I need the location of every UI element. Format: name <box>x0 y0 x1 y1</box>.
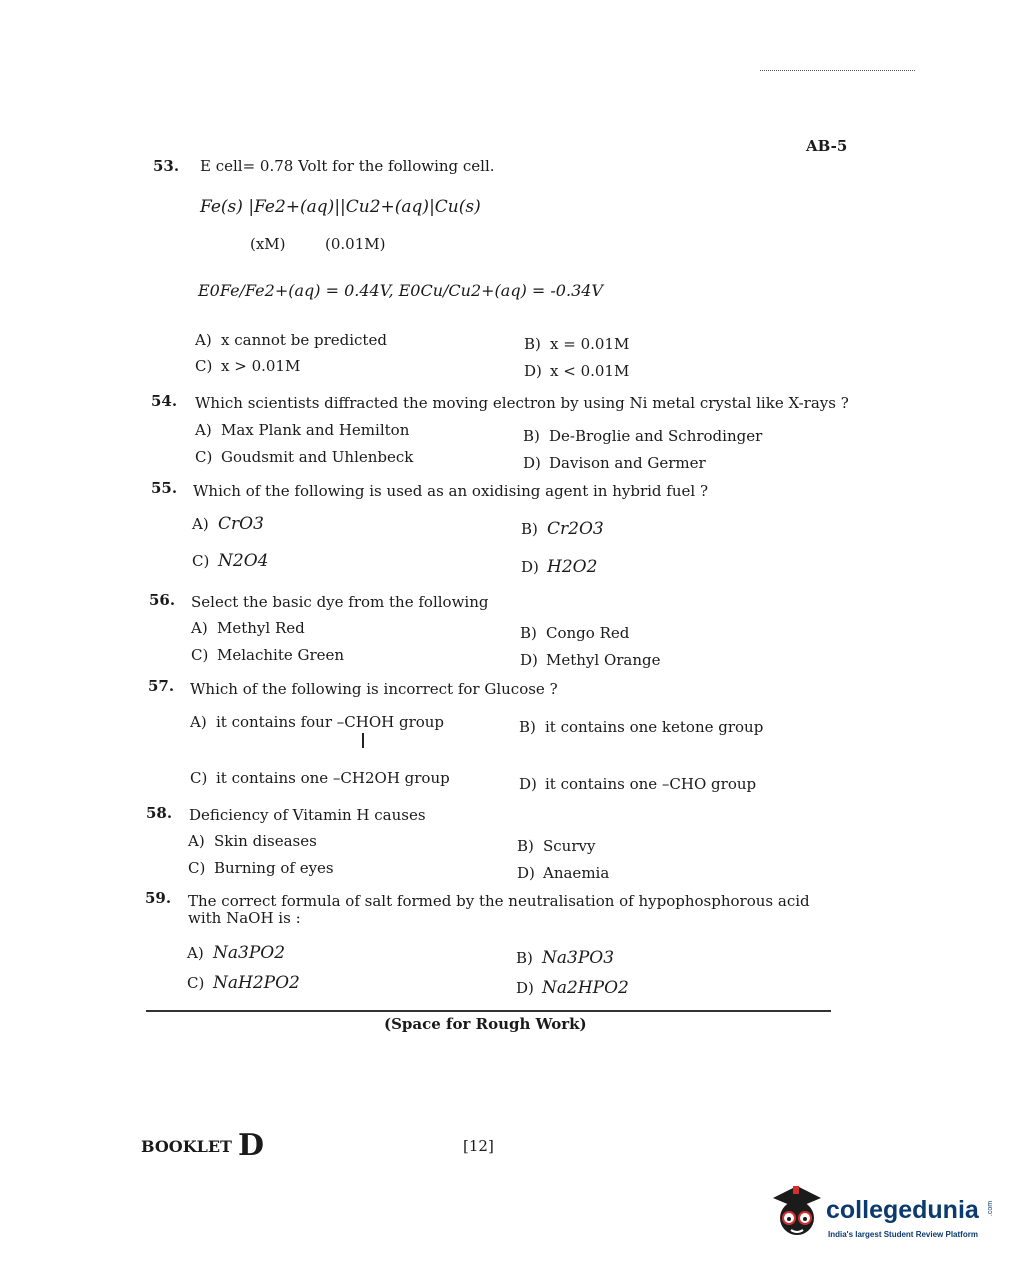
option-text: De-Broglie and Schrodinger <box>549 427 763 445</box>
option-d[interactable] <box>521 557 597 577</box>
option-label: C) <box>187 974 205 992</box>
option-a[interactable] <box>195 331 387 349</box>
option-text: x > 0.01M <box>221 357 301 375</box>
logo-com: .com <box>987 1200 995 1217</box>
question-text-line2: with NaOH is : <box>188 909 301 927</box>
collegedunia-logo-icon <box>767 1180 825 1242</box>
booklet-label <box>141 1128 264 1163</box>
option-b[interactable] <box>517 837 595 855</box>
option-text: x < 0.01M <box>550 362 630 380</box>
question-number: 56. <box>149 591 176 609</box>
question-text: Which scientists diffracted the moving electron by using Ni metal crystal like X-rays ? <box>195 394 849 412</box>
option-text: Burning of eyes <box>214 859 334 877</box>
option-label: A) <box>191 619 208 637</box>
option-label: A) <box>192 515 209 533</box>
option-label: D) <box>517 864 535 882</box>
option-label: D) <box>516 979 534 997</box>
option-text: H2O2 <box>547 557 598 577</box>
option-label: B) <box>519 718 536 736</box>
option-a[interactable] <box>188 832 317 850</box>
option-c[interactable] <box>187 973 300 993</box>
paper-code: AB-5 <box>806 137 848 155</box>
page-number: [12] <box>463 1137 494 1155</box>
option-d[interactable] <box>516 978 629 998</box>
cell-notation: Fe(s) |Fe2+(aq)||Cu2+(aq)|Cu(s) <box>200 197 481 217</box>
option-text: Anaemia <box>543 864 610 882</box>
option-label: D) <box>521 558 539 576</box>
scan-artifact <box>760 70 915 73</box>
option-c[interactable] <box>188 859 334 877</box>
rough-work-label: (Space for Rough Work) <box>384 1015 587 1033</box>
concentration-cu: (0.01M) <box>325 235 386 253</box>
option-b[interactable] <box>524 335 629 353</box>
option-c[interactable] <box>190 769 450 787</box>
option-text: Methyl Orange <box>546 651 661 669</box>
question-text: Which of the following is incorrect for Glucose ? <box>190 680 558 698</box>
option-label: C) <box>188 859 206 877</box>
option-text: Na3PO2 <box>213 943 286 963</box>
option-label: A) <box>195 421 212 439</box>
logo-tagline: India's largest Student Review Platform <box>828 1230 978 1239</box>
option-text: Congo Red <box>546 624 630 642</box>
option-label: C) <box>195 357 213 375</box>
option-text: Goudsmit and Uhlenbeck <box>221 448 414 466</box>
option-b[interactable] <box>521 519 604 539</box>
option-label: A) <box>195 331 212 349</box>
option-label: B) <box>524 335 541 353</box>
option-label: C) <box>192 552 210 570</box>
option-text: Scurvy <box>543 837 596 855</box>
option-label: D) <box>520 651 538 669</box>
option-text: NaH2PO2 <box>213 973 300 993</box>
option-label: A) <box>188 832 205 850</box>
option-text: x cannot be predicted <box>221 331 387 349</box>
question-number: 53. <box>153 157 180 175</box>
standard-potentials: E0Fe/Fe2+(aq) = 0.44V, E0Cu/Cu2+(aq) = -0.34V <box>198 281 603 300</box>
question-number: 57. <box>148 677 175 695</box>
option-text: Skin diseases <box>214 832 317 850</box>
option-text: Na3PO3 <box>542 948 615 968</box>
option-text: Davison and Germer <box>549 454 706 472</box>
question-number: 59. <box>145 889 172 907</box>
divider-rule <box>146 1010 831 1012</box>
option-d[interactable] <box>520 651 661 669</box>
option-text: Na2HPO2 <box>542 978 629 998</box>
option-label: B) <box>523 427 540 445</box>
option-label: C) <box>195 448 213 466</box>
option-c[interactable] <box>191 646 344 664</box>
question-text: Select the basic dye from the following <box>191 593 489 611</box>
option-text: N2O4 <box>218 551 269 571</box>
option-label: D) <box>524 362 542 380</box>
logo-wordmark: collegedunia <box>826 1196 979 1224</box>
option-label: C) <box>190 769 208 787</box>
concentration-x: (xM) <box>250 235 286 253</box>
option-text: x = 0.01M <box>550 335 630 353</box>
bond-line <box>362 733 364 748</box>
question-text: Deficiency of Vitamin H causes <box>189 806 426 824</box>
option-b[interactable] <box>523 427 762 445</box>
booklet-word: BOOKLET <box>141 1137 232 1156</box>
option-d[interactable] <box>519 775 756 793</box>
question-text-line1: The correct formula of salt formed by the neutralisation of hypophosphorous acid <box>188 892 810 910</box>
option-d[interactable] <box>524 362 629 380</box>
option-text: CrO3 <box>218 514 264 534</box>
option-text: Cr2O3 <box>547 519 604 539</box>
option-b[interactable] <box>519 718 763 736</box>
option-label: A) <box>187 944 204 962</box>
option-text: it contains four –CHOH group <box>216 713 445 731</box>
option-a[interactable] <box>191 619 305 637</box>
option-label: A) <box>190 713 207 731</box>
option-text: it contains one –CH2OH group <box>216 769 450 787</box>
option-text: Max Plank and Hemilton <box>221 421 410 439</box>
option-a[interactable] <box>192 514 264 534</box>
option-c[interactable] <box>195 357 300 375</box>
question-text: E cell= 0.78 Volt for the following cell. <box>200 157 495 175</box>
option-a[interactable] <box>195 421 409 439</box>
option-label: B) <box>520 624 537 642</box>
question-text: Which of the following is used as an oxidising agent in hybrid fuel ? <box>193 482 709 500</box>
option-a[interactable] <box>187 943 285 963</box>
option-c[interactable] <box>195 448 413 466</box>
option-label: B) <box>521 520 538 538</box>
question-number: 58. <box>146 804 173 822</box>
option-label: D) <box>523 454 541 472</box>
option-b[interactable] <box>516 948 614 968</box>
option-c[interactable] <box>192 551 268 571</box>
option-text: it contains one –CHO group <box>545 775 757 793</box>
option-label: B) <box>517 837 534 855</box>
option-text: Methyl Red <box>217 619 305 637</box>
option-b[interactable] <box>520 624 629 642</box>
booklet-letter: D <box>237 1128 264 1163</box>
question-number: 55. <box>151 479 178 497</box>
option-a[interactable] <box>190 713 444 731</box>
option-text: it contains one ketone group <box>545 718 764 736</box>
option-label: B) <box>516 949 533 967</box>
question-number: 54. <box>151 392 178 410</box>
option-d[interactable] <box>523 454 706 472</box>
option-d[interactable] <box>517 864 609 882</box>
option-label: C) <box>191 646 209 664</box>
option-label: D) <box>519 775 537 793</box>
option-text: Melachite Green <box>217 646 345 664</box>
